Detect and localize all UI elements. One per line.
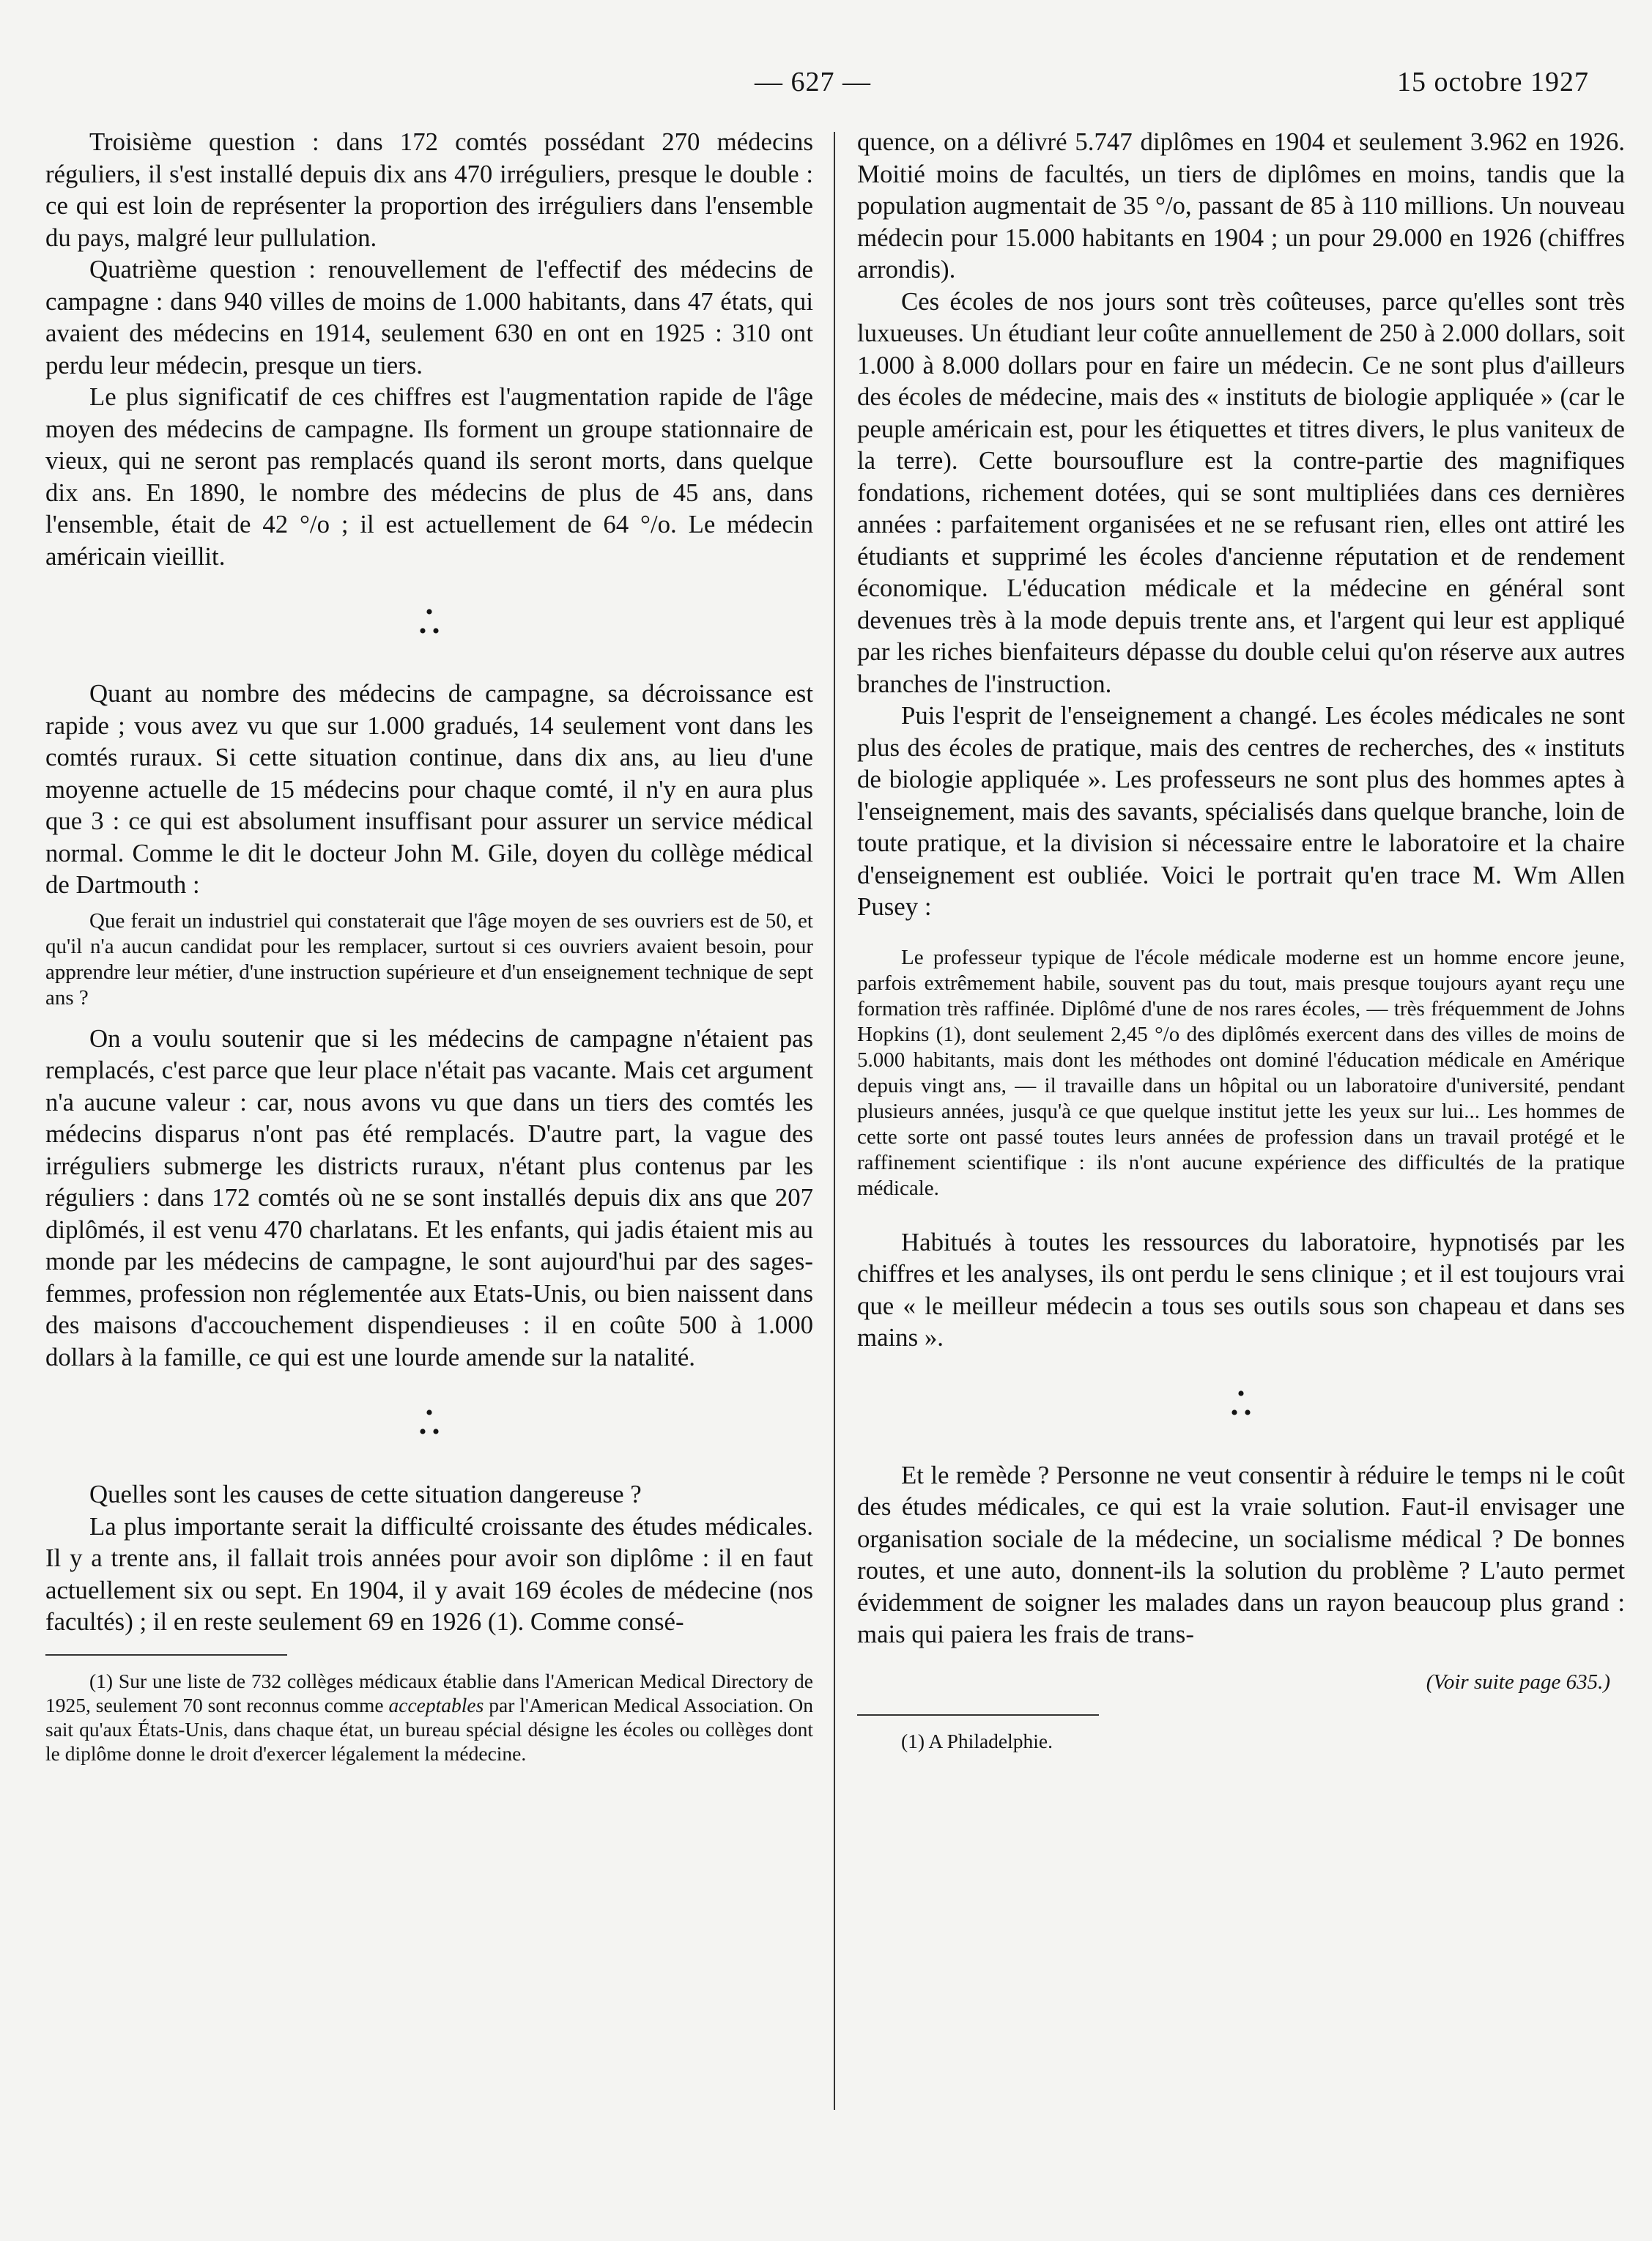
asterism-divider: • • •: [1230, 1381, 1252, 1425]
paragraph: Habitués à toutes les ressources du laboratoire, hypnotisés par les chiffres et les analyses, ils ont perdu le sens clinique ; et il est toujours vrai que « le meilleur médecin a tous ses outils sous son chapeau et dans ses mains ».: [857, 1227, 1625, 1352]
paragraph: quence, on a délivré 5.747 diplômes en 1904 et seulement 3.962 en 1926. Moitié moins de facultés, un tiers de diplômes en moins, tandis que la population augmentait de 35 °/o, passant de 85 à 110 millions. Un nouveau médecin pour 15.000 habitants en 1904 ; un pour 29.000 en 1926 (chiffres arrondis).: [857, 127, 1625, 284]
paragraph: On a voulu soutenir que si les médecins de campagne n'étaient pas remplacés, c'est parce que leur place n'était pas vacante. Mais cet argument n'a aucune valeur : car, nous avons vu que dans un tiers des comtés les médecins disparus n'ont pas été remplacés. D'autre part, la vague des irréguliers submerge les districts ruraux, n'étant plus contenus par les réguliers : dans 172 comtés où ne se sont installés depuis dix ans que 207 diplômés, il est venu 470 charlatans. Et les enfants, qui jadis étaient mis au monde par les médecins de campagne, le sont aujourd'hui par des sages-femmes, profession non réglementée aux Etats-Unis, ou bien naissent dans des maisons d'accouchement dispendieuses : il en coûte 500 à 1.000 dollars à la famille, ce qui est une lourde amende sur la natalité.: [45, 1023, 813, 1371]
paragraph: Troisième question : dans 172 comtés possédant 270 médecins réguliers, il s'est installé depuis dix ans 470 irréguliers, presque le double : ce qui est loin de représenter la proportion des irréguliers dans l'ensemble du pays, malgré leur pullulation.: [45, 127, 813, 252]
paragraph: Quelles sont les causes de cette situation dangereuse ?: [89, 1480, 642, 1508]
footnote: (1) Sur une liste de 732 collèges médicaux établie dans l'American Medical Directory de 1925, seulement 70 sont reconnus comme acceptables par l'American Medical Association. On sait qu'aux États-Unis, dans chaque état, un bureau spécial désigne les écoles ou collèges dont le diplôme donne le droit d'exercer légalement la médecine.: [45, 1669, 813, 1765]
column-divider: [834, 132, 835, 2110]
paragraph: La plus importante serait la difficulté croissante des études médicales. Il y a trente ans, il fallait trois années pour avoir son diplôme : il en faut actuellement six ou sept. En 1904, il y avait 169 écoles de médecine (nos facultés) ; il en reste seulement 69 en 1926 (1). Comme consé-: [45, 1511, 813, 1636]
footnote-rule: [857, 1714, 1099, 1716]
paragraph: Quatrième question : renouvellement de l'effectif des médecins de campagne : dans 940 villes de moins de 1.000 habitants, dans 47 états, qui avaient des médecins en 1914, seulement 630 en ont en 1925 : 310 ont perdu leur médecin, presque un tiers.: [45, 255, 813, 379]
page-header: [0, 66, 1652, 110]
paragraph: Quant au nombre des médecins de campagne, sa décroissance est rapide ; vous avez vu que sur 1.000 gradués, 14 seulement vont dans les comtés ruraux. Si cette situation continue, dans dix ans, au lieu d'une moyenne actuelle de 15 médecins pour chaque comté, il n'y en aura plus que 3 : ce qui est absolument insuffisant pour assurer un service médical normal. Comme le dit le docteur John M. Gile, doyen du collège médical de Dartmouth :: [45, 679, 813, 899]
paragraph: Le plus significatif de ces chiffres est l'augmentation rapide de l'âge moyen des médecins de campagne. Ils forment un groupe stationnaire de vieux, qui ne seront pas remplacés quand ils seront morts, dans quelque dix ans. En 1890, le nombre des médecins de plus de 45 ans, dans l'ensemble, était de 42 °/o ; il est actuellement de 64 °/o. Le médecin américain vieillit.: [45, 382, 813, 571]
footnote-rule: [45, 1654, 287, 1656]
block-quote: Que ferait un industriel qui constaterait que l'âge moyen de ses ouvriers est de 50, et qu'il n'a aucun candidat pour les remplacer, surtout si ces ouvriers avaient besoin, pour apprendre leur métier, d'une instruction supérieure et d'un enseignement technique de sept ans ?: [45, 908, 813, 1010]
left-column: [45, 126, 813, 1766]
footnote: (1) A Philadelphie.: [901, 1730, 1053, 1752]
right-column: [857, 126, 1625, 1753]
page-number: — 627 —: [755, 67, 871, 97]
paragraph: Ces écoles de nos jours sont très coûteuses, parce qu'elles sont très luxueuses. Un étudiant leur coûte annuellement de 250 à 2.000 dollars, soit 1.000 à 8.000 dollars pour en faire un médecin. Ce ne sont plus d'ailleurs des écoles de médecine, mais des « instituts de biologie appliquée » (car le peuple américain est, pour les étiquettes et titres divers, le plus vaniteux de la terre). Cette boursouflure est la contre-partie des magnifiques fondations, richement dotées, qui se sont multipliées dans ces dernières années : parfaitement organisées et ne se refusant rien, elles ont attiré les étudiants et supprimé les écoles d'ancienne réputation et de rendement économique. L'éducation médicale et la médecine en général sont devenues très à la mode depuis trente ans, et l'argent qui leur est appliqué par les riches bienfaiteurs dépasse du double celui qu'on réserve aux autres branches de l'instruction.: [857, 286, 1625, 698]
block-quote: Le professeur typique de l'école médicale moderne est un homme encore jeune, parfois extrêmement habile, souvent pas du tout, mais presque toujours ayant reçu une formation très raffinée. Diplômé d'une de nos rares écoles, — très fréquemment de Johns Hopkins (1), dont seulement 2,45 °/o des diplômés exercent dans des villes de moins de 5.000 habitants, mais dont les méthodes ont dominé l'éducation médicale en Amérique depuis vingt ans, — il travaille dans un hôpital ou un laboratoire d'université, pendant plusieurs années, jusqu'à ce que quelque institut jette les yeux sur lui... Les hommes de cette sorte ont passé toutes leurs années de profession dans un travail protégé et le raffinement scientifique : ils n'ont aucune expérience des difficultés de la pratique médicale.: [857, 945, 1625, 1200]
continuation-note: (Voir suite page 635.): [1426, 1670, 1610, 1694]
page-date: 15 octobre 1927: [1397, 67, 1589, 97]
paragraph: Puis l'esprit de l'enseignement a changé. Les écoles médicales ne sont plus des écoles de pratique, mais des centres de recherches, des « instituts de biologie appliquée ». Les professeurs ne sont plus des hommes aptes à l'enseignement, mais des savants, spécialisés dans quelque branche, loin de toute pratique, et la division si nécessaire entre le laboratoire et la chaire d'enseignement est oubliée. Voici le portrait qu'en trace M. Wm Allen Pusey :: [857, 701, 1625, 921]
asterism-divider: • • •: [418, 600, 440, 643]
paragraph: Et le remède ? Personne ne veut consentir à réduire le temps ni le coût des études médicales, ce qui est la vraie solution. Faut-il envisager une organisation sociale de la médecine, un socialisme médical ? De bonnes routes, et une auto, donnent-ils la solution du problème ? L'auto permet évidemment de soigner les malades dans un rayon beaucoup plus grand : mais qui paiera les frais de trans-: [857, 1460, 1625, 1648]
asterism-divider: • • •: [418, 1401, 440, 1444]
